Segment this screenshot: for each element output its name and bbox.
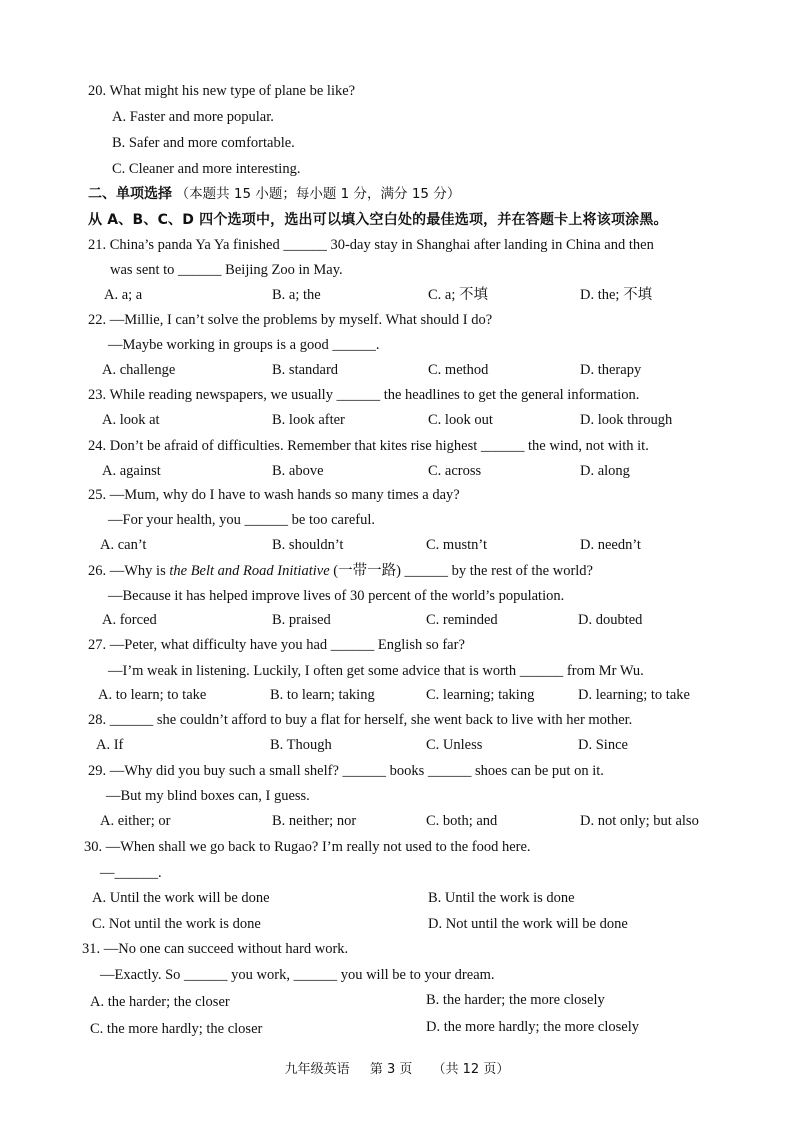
q23-line1: 23. While reading newspapers, we usually ______ the headlines to get the general information. <box>88 387 640 403</box>
q21-option-b: B. a; the <box>272 287 321 303</box>
footer-page-number: 第 3 页 <box>369 1062 413 1077</box>
q27-option-c: C. learning; taking <box>426 687 535 703</box>
q31-option-c: C. the more hardly; the closer <box>90 1021 263 1037</box>
q29-line1: 29. —Why did you buy such a small shelf? ______ books ______ shoes can be put on it. <box>88 763 604 779</box>
q23-option-b: B. look after <box>272 412 345 428</box>
q30-option-c: C. Not until the work is done <box>92 916 261 932</box>
q27-line1: 27. —Peter, what difficulty have you had ______ English so far? <box>88 637 465 653</box>
q24-option-a: A. against <box>102 463 161 479</box>
q26-option-a: A. forced <box>102 612 157 628</box>
q28-option-d: D. Since <box>578 737 628 753</box>
q26-option-b: B. praised <box>272 612 331 628</box>
q31-option-d: D. the more hardly; the more closely <box>426 1019 640 1035</box>
q24-option-d: D. along <box>580 463 630 479</box>
q24-option-c: C. across <box>428 463 482 479</box>
footer-total-pages: （共 12 页） <box>432 1062 510 1077</box>
section-note: （本题共 15 小题；每小题 1 分，满分 15 分） <box>175 186 461 202</box>
q21-option-a: A. a; a <box>104 287 143 303</box>
q26-line1 <box>88 562 593 580</box>
q21-line2: was sent to ______ Beijing Zoo in May. <box>110 262 343 278</box>
q20-option-b: B. Safer and more comfortable. <box>112 135 295 151</box>
q25-option-b: B. shouldn’t <box>272 537 344 553</box>
q26-option-c: C. reminded <box>426 612 498 628</box>
q25-line1: 25. —Mum, why do I have to wash hands so many times a day? <box>88 487 460 503</box>
q26-pre: 26. —Why is <box>88 563 170 579</box>
q30-option-d: D. Not until the work will be done <box>428 916 628 932</box>
q26-line2: —Because it has helped improve lives of 30 percent of the world’s population. <box>108 588 565 604</box>
q31-option-a: A. the harder; the closer <box>90 994 230 1010</box>
q20-option-a: A. Faster and more popular. <box>112 109 274 125</box>
q30-option-b: B. Until the work is done <box>428 890 575 906</box>
q26-post: (一带一路) ______ by the rest of the world? <box>329 563 593 579</box>
q25-option-a: A. can’t <box>100 537 147 553</box>
q23-option-d: D. look through <box>580 412 673 428</box>
footer-subject: 九年级英语 <box>284 1062 350 1077</box>
q27-option-a: A. to learn; to take <box>98 687 207 703</box>
q29-option-a: A. either; or <box>100 813 171 829</box>
q30-line1: 30. —When shall we go back to Rugao? I’m really not used to the food here. <box>84 839 531 855</box>
q31-line2: —Exactly. So ______ you work, ______ you will be to your dream. <box>100 967 495 983</box>
q22-line2: —Maybe working in groups is a good ______. <box>108 337 380 353</box>
q20-stem: 20. What might his new type of plane be like? <box>88 83 356 99</box>
q26-option-d: D. doubted <box>578 612 643 628</box>
q29-option-d: D. not only; but also <box>580 813 699 829</box>
q27-line2: —I’m weak in listening. Luckily, I often get some advice that is worth ______ from Mr Wu. <box>108 663 644 679</box>
q22-option-b: B. standard <box>272 362 339 378</box>
q25-option-d: D. needn’t <box>580 537 641 553</box>
section-instruction: 从 A、B、C、D 四个选项中，选出可以填入空白处的最佳选项，并在答题卡上将该项涂黑。 <box>88 212 668 228</box>
q22-option-c: C. method <box>428 362 489 378</box>
q23-option-a: A. look at <box>102 412 160 428</box>
q28-option-c: C. Unless <box>426 737 483 753</box>
q29-option-b: B. neither; nor <box>272 813 357 829</box>
q30-option-a: A. Until the work will be done <box>92 890 270 906</box>
q25-line2: —For your health, you ______ be too careful. <box>108 512 375 528</box>
q29-option-c: C. both; and <box>426 813 498 829</box>
q22-option-d: D. therapy <box>580 362 642 378</box>
q28-option-a: A. If <box>96 737 124 753</box>
q21-option-c: C. a; 不填 <box>428 287 489 303</box>
q27-option-b: B. to learn; taking <box>270 687 375 703</box>
section-header <box>88 185 460 203</box>
q28-line1: 28. ______ she couldn’t afford to buy a flat for herself, she went back to live with her mother. <box>88 712 633 728</box>
q25-option-c: C. mustn’t <box>426 537 487 553</box>
q29-line2: —But my blind boxes can, I guess. <box>106 788 310 804</box>
section-title: 二、单项选择 <box>88 186 172 202</box>
q31-option-b: B. the harder; the more closely <box>426 992 605 1008</box>
page-footer <box>0 1058 794 1077</box>
q27-option-d: D. learning; to take <box>578 687 690 703</box>
q21-option-d: D. the; 不填 <box>580 287 653 303</box>
q24-option-b: B. above <box>272 463 324 479</box>
q30-line2: —______. <box>100 865 162 881</box>
q23-option-c: C. look out <box>428 412 493 428</box>
q22-line1: 22. —Millie, I can’t solve the problems by myself. What should I do? <box>88 312 493 328</box>
q24-line1: 24. Don’t be afraid of difficulties. Remember that kites rise highest ______ the wind, not with it. <box>88 438 649 454</box>
q28-option-b: B. Though <box>270 737 332 753</box>
q21-line1: 21. China’s panda Ya Ya finished ______ 30-day stay in Shanghai after landing in China and then <box>88 237 654 253</box>
q22-option-a: A. challenge <box>102 362 176 378</box>
q26-initiative: the Belt and Road Initiative <box>169 563 330 579</box>
q31-line1: 31. —No one can succeed without hard work. <box>82 941 349 957</box>
q20-option-c: C. Cleaner and more interesting. <box>112 161 301 177</box>
